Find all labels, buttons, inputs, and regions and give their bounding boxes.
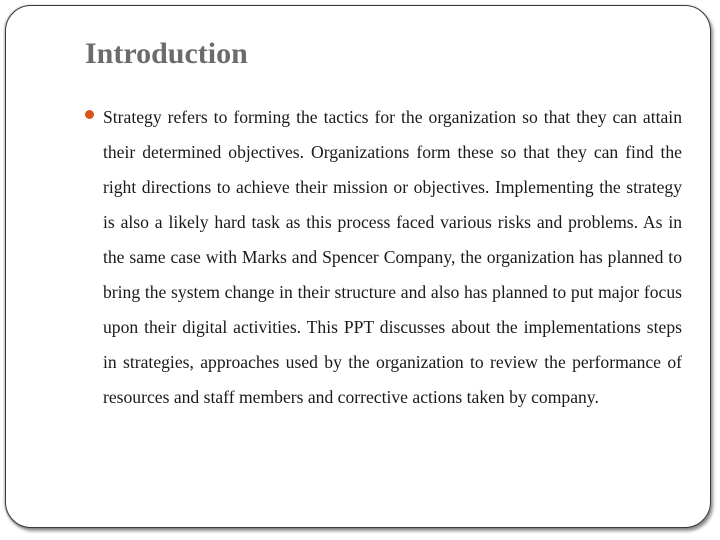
bullet-item bbox=[84, 100, 682, 415]
slide-frame bbox=[5, 5, 711, 528]
bullet-text: Strategy refers to forming the tactics for the organization so that they can attain their determined objectives. Organizations form these so that they can find the right directions to achieve their mission or objectives. Implementing the strategy is also a likely hard task as this process faced various risks and problems. As in the same case with Marks and Spencer Company, the organization has planned to bring the system change in their structure and also has planned to put major focus upon their digital activities. This PPT discusses about the implementations steps in strategies, approaches used by the organization to review the performance of resources and staff members and corrective actions taken by company. bbox=[103, 107, 682, 407]
bullet-dot-icon bbox=[85, 110, 94, 119]
bullet-list bbox=[84, 100, 682, 415]
slide-title: Introduction bbox=[85, 37, 248, 70]
